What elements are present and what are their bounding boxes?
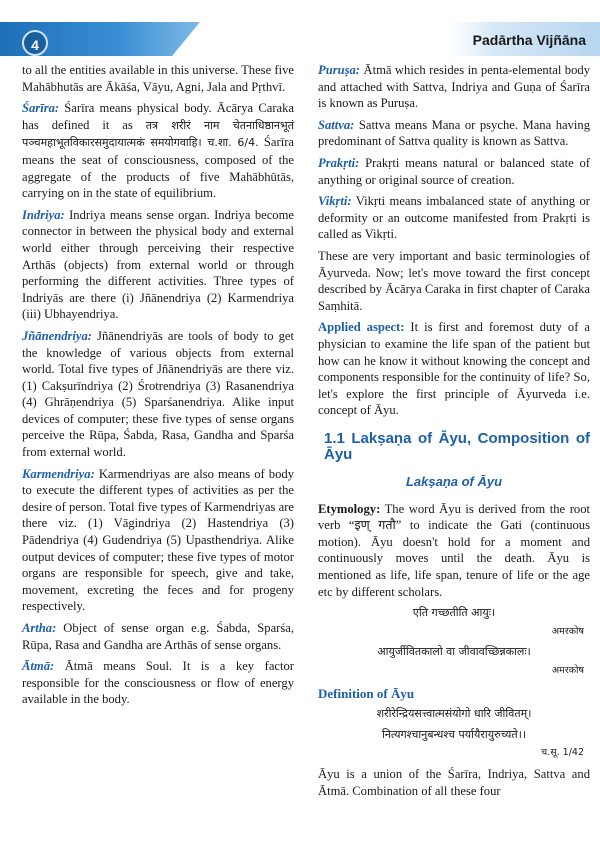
page-number: 4 xyxy=(22,30,48,56)
etymology-term: Etymology: xyxy=(318,501,381,516)
applied-text: It is first and foremost duty of a physician to examine the life span of the patient but how can he know it without knowing the concept and components responsible for the continuity of life? So, let's explore the first principle of Āyurveda i.e. concept of Āyu. xyxy=(318,320,590,418)
applied-term: Applied aspect: xyxy=(318,320,405,335)
running-head: Padārtha Vijñāna xyxy=(472,32,586,48)
karmendriya-text: Karmendriyas are also means of body to execute the different types of activities as per the desire of person. Total five types of Karmendriyas are there viz. (1) Vāgindriya (2) Hastendriya (3) Pādendriya (4) Gudendriya (5) Upasthendriya. Alike output devices of computer; these five types of motor organs are responsible for speech, give and take, movement, excreting the feces and for progeny respectively. xyxy=(22,466,294,614)
verse-2: आयुर्जीवितकालो वा जीवावच्छिन्नकालः। xyxy=(377,645,531,659)
vikrti-term: Vikṛti: xyxy=(318,194,352,209)
sattva-term: Sattva: xyxy=(318,117,355,132)
indriya-text: Indriya means sense organ. Indriya become connector in between the physical body and external world either through perceiving their respective Arthās (objects) from external world or through performing the different activities. Three types of Indriyās are there (i) Jñānendriya (2) Karmendriya (iii) Ubhayendriya. xyxy=(22,207,294,322)
verse-3-line-1: शरीरेन्द्रियसत्त्वात्मसंयोगो धारि जीवितम्। xyxy=(376,707,532,721)
sarira-term: Śarīra: xyxy=(22,101,60,116)
terminology-paragraph: These are very important and basic terminologies of Āyurveda. Now; let's move toward the first concept described by Ācārya Caraka in first chapter of Caraka Saṃhitā. xyxy=(318,248,590,313)
jnanendriya-text: Jñānendriyās are tools of body to get the knowledge of various objects from external world. Total five types of Jñānendriyās are there viz. (1) Cakṣurīndriya (2) Śrotrendriya (3) Rasanendriya (4) Ghrāṇendriya (5) Sparśanendriya. Alike input devices of computer; these five types of sense organs perceive the Rūpa, Śabda, Rasa, Gandha and Sparśa from external world. xyxy=(22,328,294,460)
sarira-paragraph xyxy=(22,100,294,202)
definition-heading: Definition of Āyu xyxy=(318,685,415,701)
purusa-text: Ātmā which resides in penta-elemental body and attached with Sattva, Indriya and Guṇa of Śarīra is known as Puruṣa. xyxy=(318,63,590,111)
artha-paragraph xyxy=(22,620,294,653)
intro-paragraph: to all the entities available in this universe. These five Mahābhutās are Ākāśa, Vāyu, Agni, Jala and Pṛthvī. xyxy=(22,63,294,94)
ayu-union-paragraph: Āyu is a union of the Śarīra, Indriya, Sattva and Ātmā. Combination of all these four xyxy=(318,766,590,798)
page-header xyxy=(0,0,600,58)
jnanendriya-paragraph xyxy=(22,328,294,461)
vikrti-paragraph xyxy=(318,193,590,243)
prakrti-text: Prakṛti means natural or balanced state of anything or original source of creation. xyxy=(318,155,590,187)
sattva-paragraph xyxy=(318,117,590,150)
sattva-text: Sattva means Mana or psyche. Mana having predominant of Sattva quality is known as Sattva. xyxy=(318,117,590,149)
verse-3-source: च.सू. 1/42 xyxy=(541,747,584,759)
left-column xyxy=(22,62,294,713)
jnanendriya-term: Jñānendriya: xyxy=(22,328,92,343)
prakrti-term: Prakṛti: xyxy=(318,155,360,170)
atma-term: Ātmā: xyxy=(22,659,55,674)
prakrti-paragraph xyxy=(318,155,590,188)
karmendriya-paragraph xyxy=(22,466,294,615)
sarira-sanskrit: तत्र शरीरं नाम चेतनाधिष्ठानभूतं पञ्चमहाभूतविकारसमुदायात्मकं समयोगवाहि। xyxy=(22,118,295,150)
right-column xyxy=(318,62,590,804)
sarira-text-b: Śarīra means the seat of consciousness, composed of the aggregate of the products of five Mahābhūtās, carrying on in the state of equilibrium. xyxy=(22,135,294,201)
vikrti-text: Vikṛti means imbalanced state of anything or deformity or an outcome manifested from Prakṛti is called as Vikṛti. xyxy=(318,194,590,242)
verse-2-source: अमरकोष xyxy=(551,665,584,676)
sarira-reference: च.शा. 6/4. xyxy=(201,136,259,150)
purusa-term: Puruṣa: xyxy=(318,63,360,77)
etymology-text: The word Āyu is derived from the root verb “इण् गतौ” to indicate the Gati (continuous motion). Āyu doesn't hold for a moment and continuously moves until the death. Āyu is mentioned as life, life span, tenure of life or the age etc by different scholars. xyxy=(318,501,590,599)
subsection-title: Lakṣaṇa of Āyu xyxy=(405,474,503,490)
indriya-term: Indriya: xyxy=(22,207,65,222)
etymology-paragraph xyxy=(318,501,590,601)
atma-paragraph xyxy=(22,658,294,708)
atma-text: Ātmā means Soul. It is a key factor responsible for the consciousness or flow of energy available in the body. xyxy=(22,659,294,707)
artha-term: Artha: xyxy=(22,621,57,635)
purusa-paragraph xyxy=(318,62,590,112)
artha-text: Object of sense organ e.g. Śabda, Sparśa, Rūpa, Rasa and Gandha are Arthās of sense organs. xyxy=(22,621,294,652)
verse-1: एति गच्छतीति आयुः। xyxy=(412,606,496,620)
section-title: 1.1 Lakṣaṇa of Āyu, Composition of Āyu xyxy=(324,429,590,464)
verse-1-source: अमरकोष xyxy=(551,625,584,637)
karmendriya-term: Karmendriya: xyxy=(22,466,95,481)
applied-paragraph xyxy=(318,319,590,419)
verse-3-line-2: नित्यगश्चानुबन्धश्च पर्यायैरायुरुच्यते।। xyxy=(381,727,527,741)
sarira-text-a: Śarīra means physical body. Ācārya Caraka has defined it as xyxy=(22,101,294,132)
indriya-paragraph xyxy=(22,207,294,323)
